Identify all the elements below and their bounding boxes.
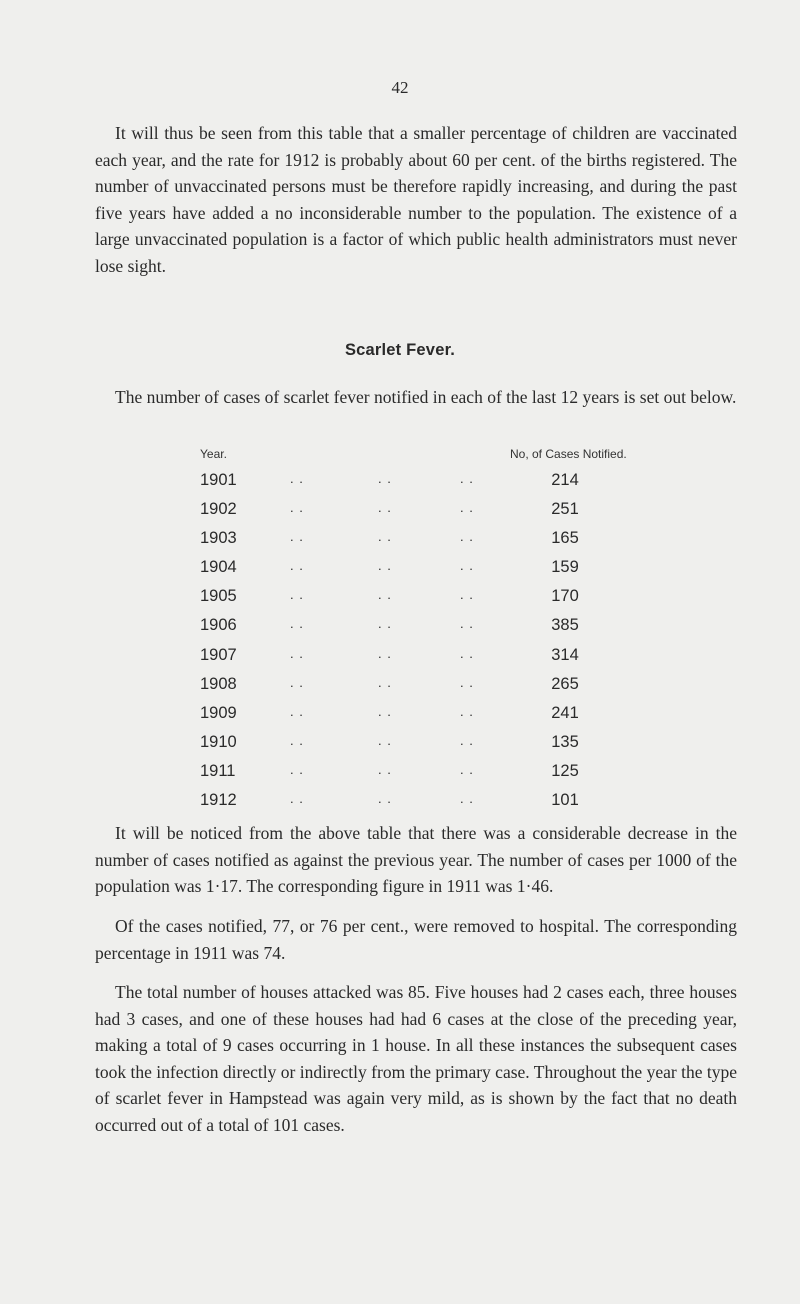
cases-cell: 385 (551, 616, 579, 635)
year-cell: 1907 (200, 645, 237, 664)
table-row: 1901 . . . . . . 214 (0, 467, 800, 496)
cases-cell: 165 (551, 529, 579, 548)
year-cell: 1912 (200, 791, 237, 810)
year-cell: 1905 (200, 587, 237, 606)
year-cell: 1908 (200, 674, 237, 693)
year-cell: 1901 (200, 471, 237, 489)
notice-paragraph: It will be noticed from the above table that there was a considerable decrease in the number of cases notified as against the previous year. The number of cases per 1000 of the population was 1·17. The corresponding figure in 1911 was 1·46. (95, 823, 737, 896)
cases-cell: 170 (551, 587, 579, 606)
table-row: 1907 . . . . . . 314 (0, 642, 800, 671)
column-header-cases: No, of Cases Notified. (510, 447, 627, 461)
year-cell: 1909 (200, 703, 237, 722)
table-row: 1912 . . . . . . 101 (0, 787, 800, 816)
cases-cell: 214 (551, 471, 579, 489)
table-row: 1910 . . . . . . 135 (0, 729, 800, 758)
cases-cell: 135 (551, 732, 579, 751)
section-heading: Scarlet Fever. (344, 341, 456, 359)
year-cell: 1903 (200, 529, 237, 548)
cases-cell: 159 (551, 558, 579, 577)
table-intro-paragraph: The number of cases of scarlet fever notified in each of the last 12 years is set out below. (115, 387, 737, 407)
intro-paragraph: It will thus be seen from this table that a smaller percentage of children are vaccinated each year, and the rate for 1912 is probably about 60 per cent. of the births registered. The number of unvaccinated persons must be therefore rapidly increasing, and during the past five years have added a no inconsiderable number to the population. The existence of a large unvaccinated population is a factor of which public health administrators must never lose sight. (95, 123, 737, 276)
cases-cell: 101 (551, 791, 579, 810)
cases-cell: 314 (551, 645, 579, 664)
page-number: 42 (391, 78, 409, 97)
table-row: 1904 . . . . . . 159 (0, 554, 800, 583)
hospital-paragraph: Of the cases notified, 77, or 76 per cent., were removed to hospital. The corresponding percentage in 1911 was 74. (95, 916, 737, 963)
year-cell: 1904 (200, 558, 237, 577)
table-row: 1908 . . . . . . 265 (0, 671, 800, 700)
table-row: 1905 . . . . . . 170 (0, 583, 800, 612)
scarlet-fever-cases-table (0, 467, 800, 816)
table-row: 1902 . . . . . . 251 (0, 496, 800, 525)
cases-cell: 241 (551, 703, 579, 722)
table-row: 1911 . . . . . . 125 (0, 758, 800, 787)
column-header-year: Year. (200, 447, 227, 461)
table-row: 1903 . . . . . . 165 (0, 525, 800, 554)
cases-cell: 265 (551, 674, 579, 693)
cases-cell: 125 (551, 761, 579, 780)
year-cell: 1911 (200, 761, 236, 780)
table-row: 1906 . . . . . . 385 (0, 612, 800, 641)
houses-paragraph: The total number of houses attacked was 85. Five houses had 2 cases each, three houses had 3 cases, and one of these houses had had 6 cases at the close of the preceding year, making a total of 9 cases occurring in 1 house. In all these instances the subsequent cases took the infection directly or indirectly from the primary case. Throughout the year the type of scarlet fever in Hampstead was again very mild, as is shown by the fact that no death occurred out of a total of 101 cases. (95, 982, 737, 1135)
year-cell: 1910 (200, 732, 237, 751)
table-row: 1909 . . . . . . 241 (0, 700, 800, 729)
cases-cell: 251 (551, 500, 579, 519)
year-cell: 1906 (200, 616, 237, 635)
year-cell: 1902 (200, 500, 237, 519)
